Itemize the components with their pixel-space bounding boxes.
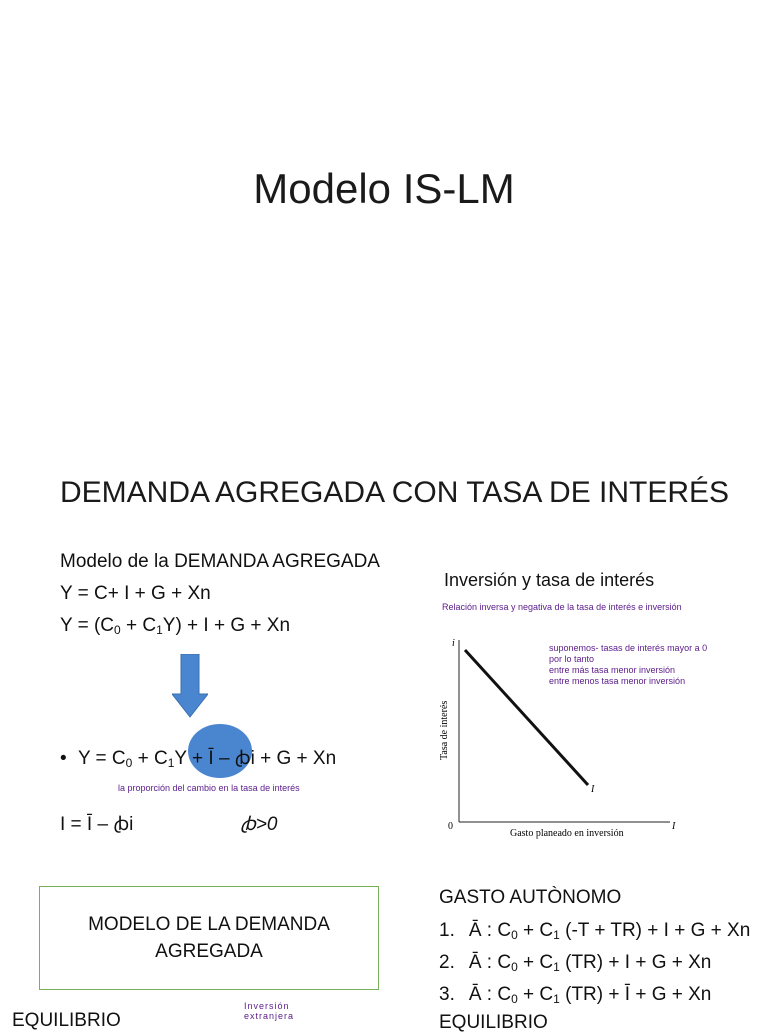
investment-graph [430,632,690,844]
curve-label: I [591,784,595,795]
investment-rate-heading: Inversión y tasa de interés [444,570,655,590]
x-axis-label: Gasto planeado en inversión [510,828,624,839]
slide2-title: DEMANDA AGREGADA CON TASA DE INTERÉS [60,476,730,509]
x-axis-letter: I [672,821,676,832]
slide1-title: Modelo IS-LM [253,165,515,212]
relation-note: Relación inversa y negativa de la tasa de interés e inversión [442,602,682,612]
equation-y-basic: Y = C+ I + G + Xn [60,583,211,604]
assumption-line: suponemos- tasas de interés mayor a 0 [549,643,708,653]
gasto-autonomo-title: GASTO AUTÒNOMO [439,887,622,908]
gasto-item: 1. Ā : $C_0 + C_1$ (-T + TR) + I + G + Xn [439,920,751,942]
gasto-item: 3. Ā : $C_0 + C_1$ (TR) + Ī + G + Xn [439,984,712,1006]
origin-label: 0 [448,821,453,832]
da-model-box: MODELO DE LA DEMANDA AGREGADA [39,886,379,990]
assumption-line: entre menos tasa menor inversión [549,676,686,686]
equation-y-consumption: $Y = (C_0 + C_1Y) + I + G + Xn$ [60,615,291,637]
assumption-line: entre más tasa menor inversión [549,665,676,675]
assumption-line: por lo tanto [549,654,595,664]
equilibrium-label-right: EQUILIBRIO [439,1012,548,1033]
foreign-investment-note: Inversión extranjera [244,1001,295,1021]
y-axis-letter: i [452,638,455,649]
beta-condition: ꞗ>0 [240,814,278,835]
proportion-note: la proporción del cambio en la tasa de interés [118,783,300,793]
da-model-heading: Modelo de la DEMANDA AGREGADA [60,551,380,572]
bullet: • [60,748,67,769]
gasto-item: 2. Ā : $C_0 + C_1$ (TR) + I + G + Xn [439,952,712,974]
investment-equation: I = Ī – ꞗi [60,814,134,835]
investment-curve [465,650,588,785]
equation-y-investment: • $Y = C_0 + C_1Y$ + Ī – ꞗi + G + Xn [60,748,337,770]
equilibrium-label-left: EQUILIBRIO [12,1010,121,1031]
down-arrow-icon [172,654,208,718]
y-axis-label: Tasa de interés [439,700,450,760]
